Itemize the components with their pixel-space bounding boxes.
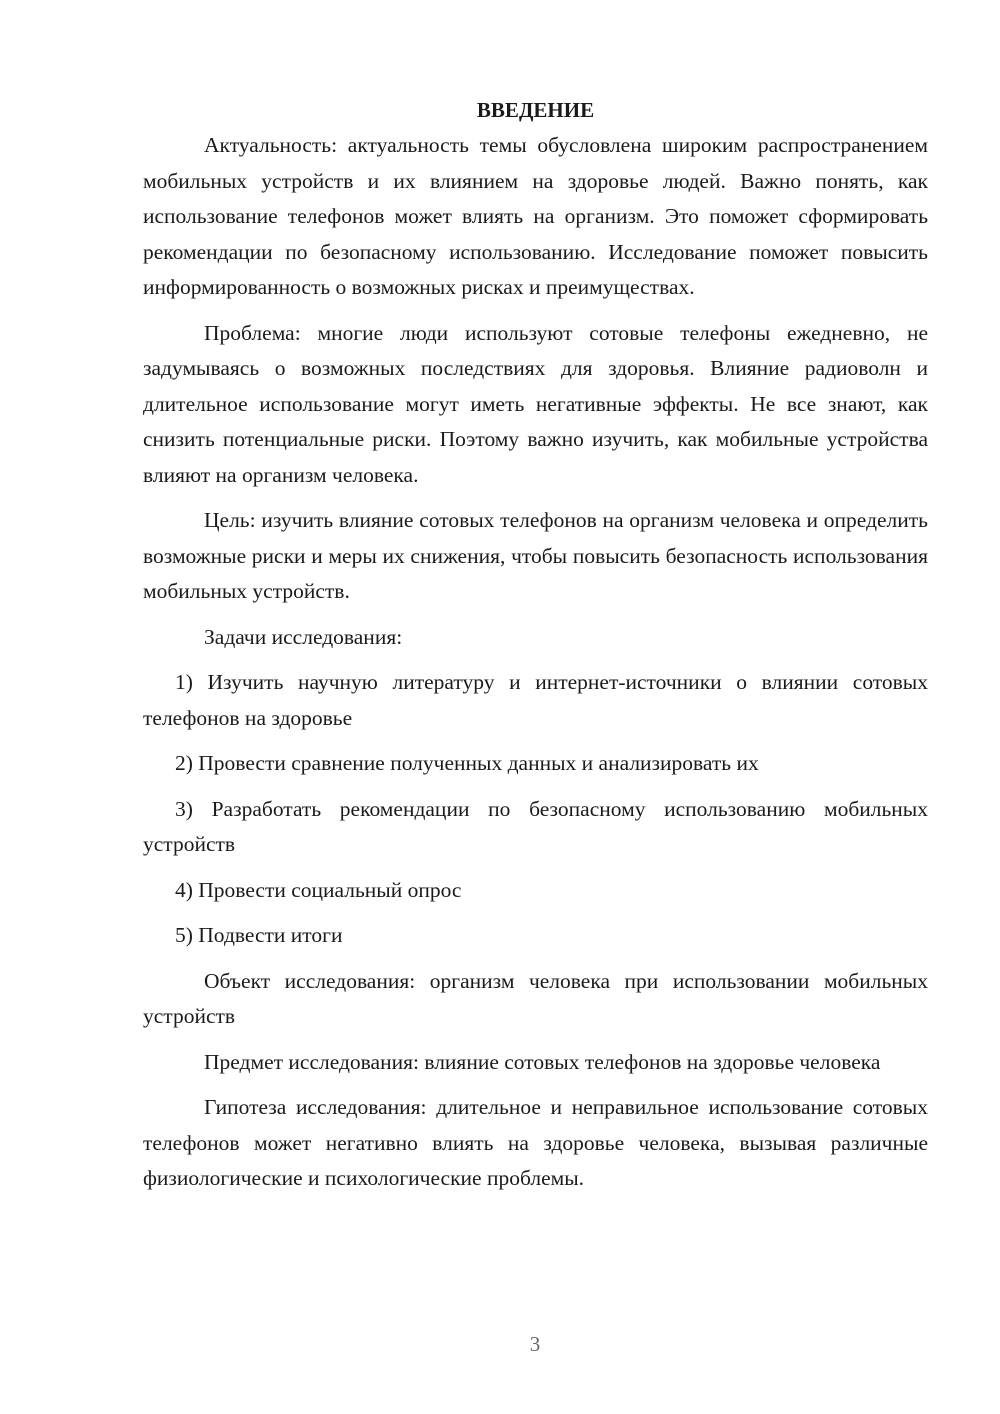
task-item: 5) Подвести итоги (175, 923, 343, 947)
paragraph-relevance: Актуальность: актуальность темы обусловлена широким распространением мобильных устройств и их влиянием на здоровье людей. Важно понять, как использование телефонов может влиять на организм. Это поможет сформировать рекомендации по безопасному использованию. Исследование поможет повысить информированность о возможных рисках и преимуществах. (143, 133, 928, 299)
paragraph-hypothesis: Гипотеза исследования: длительное и неправильное использование сотовых телефонов может негативно влиять на здоровье человека, вызывая различные физиологические и психологические проблемы. (143, 1095, 928, 1190)
task-item: 2) Провести сравнение полученных данных и анализировать их (175, 751, 759, 775)
page-number: 3 (529, 1332, 541, 1356)
spacer (143, 655, 928, 665)
spacer (143, 954, 928, 964)
document-page (143, 92, 928, 1197)
spacer (143, 306, 928, 316)
task-item: 3) Разработать рекомендации по безопасному использованию мобильных устройств (143, 796, 928, 856)
page-title: ВВЕДЕНИЕ (476, 98, 595, 122)
paragraph-subject: Предмет исследования: влияние сотовых телефонов на здоровье человека (204, 1049, 881, 1074)
paragraph-goal: Цель: изучить влияние сотовых телефонов на организм человека и определить возможные риски и меры их снижения, чтобы повысить безопасность использования мобильных устройств. (143, 508, 928, 603)
spacer (143, 1035, 928, 1045)
task-item: 1) Изучить научную литературу и интернет-источники о влиянии сотовых телефонов на здоровье (143, 670, 928, 730)
spacer (143, 908, 928, 918)
spacer (143, 782, 928, 792)
spacer (143, 1080, 928, 1090)
spacer (143, 493, 928, 503)
tasks-heading: Задачи исследования: (204, 624, 403, 649)
spacer (143, 736, 928, 746)
paragraph-problem: Проблема: многие люди используют сотовые телефоны ежедневно, не задумываясь о возможных последствиях для здоровья. Влияние радиоволн и длительное использование могут иметь негативные эффекты. Не все знают, как снизить потенциальные риски. Поэтому важно изучить, как мобильные устройства влияют на организм человека. (143, 320, 928, 487)
spacer (143, 610, 928, 620)
spacer (143, 863, 928, 873)
paragraph-object: Объект исследования: организм человека при использовании мобильных устройств (143, 968, 928, 1028)
task-item: 4) Провести социальный опрос (175, 877, 462, 902)
